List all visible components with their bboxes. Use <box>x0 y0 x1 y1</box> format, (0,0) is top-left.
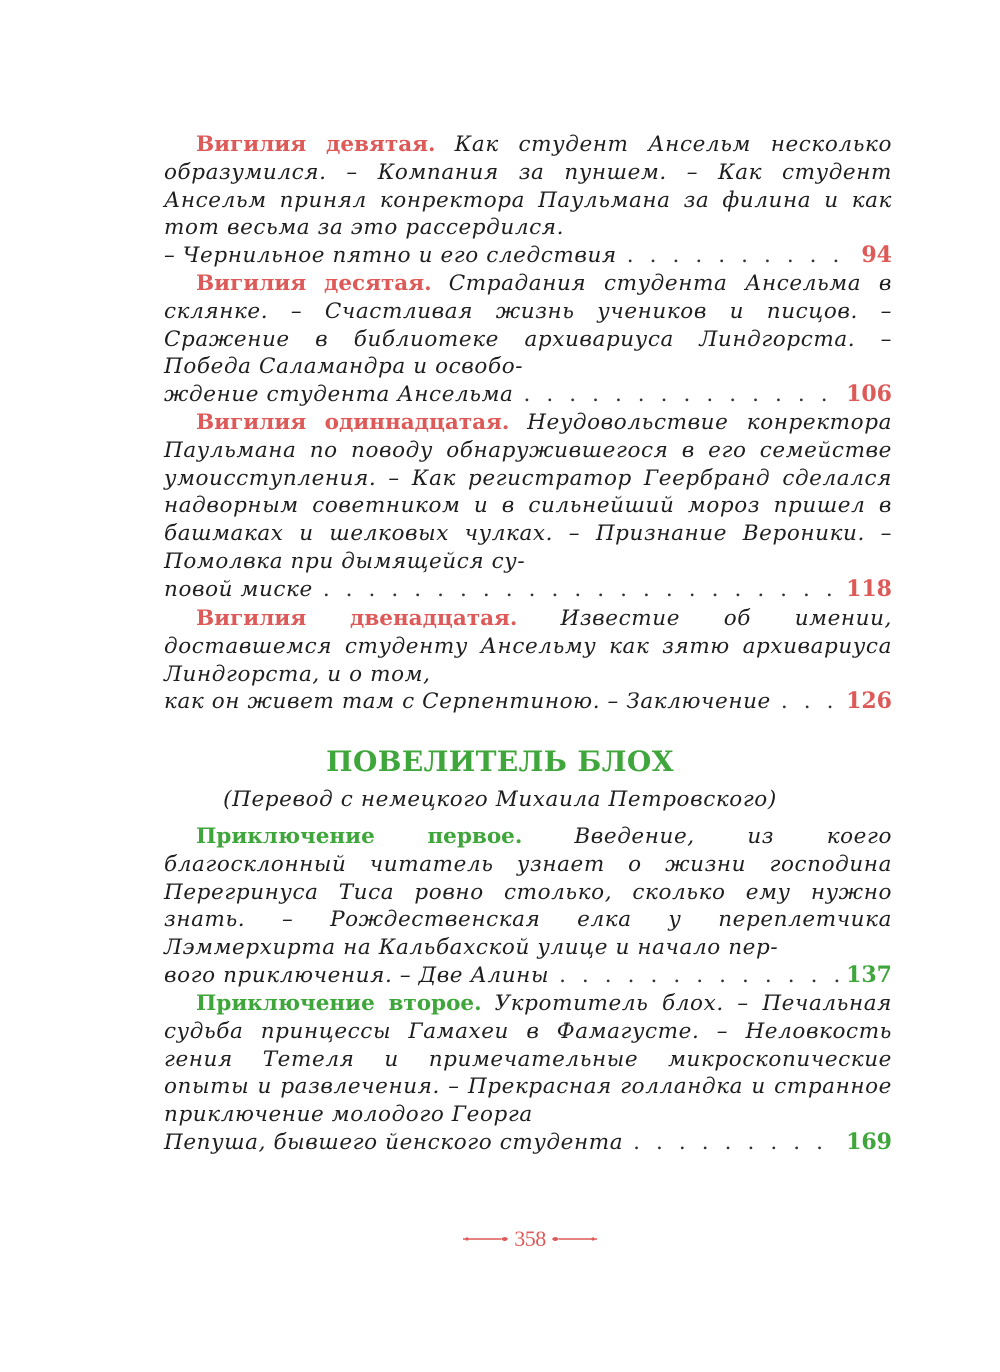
entry-page-number: 106 <box>846 381 892 408</box>
right-ornament-icon <box>551 1234 599 1244</box>
entry-description: Укротитель блох. – Печальная судьба принцессы Гамахеи в Фамагусте. – Неловкость гения Тетеля и примечательные микроскопические опыты и развлечения. – Прекрасная голландка и странное приключение молодого Георга <box>164 991 892 1128</box>
section-title: ПОВЕЛИТЕЛЬ БЛОХ <box>326 745 674 778</box>
entry-leader-line <box>164 381 892 409</box>
toc-entry-vigil-12 <box>164 605 892 716</box>
entry-description: Известие об имении, доставшемся студенту Ансельму как зятю архивариуса Линдгорста, и о том, <box>164 606 892 687</box>
entry-heading: Вигилия десятая. <box>196 271 432 296</box>
dot-leader <box>627 242 856 270</box>
entry-description-end: вого приключения. – Две Алины <box>164 962 550 988</box>
toc-entry-adventure-2 <box>164 990 892 1157</box>
entry-text <box>164 823 892 962</box>
entry-page-number: 94 <box>861 242 892 269</box>
dot-leader <box>323 576 840 604</box>
entry-description-end: как он живет там с Серпентиною. – Заключение <box>164 689 771 715</box>
toc-entry-vigil-10 <box>164 270 892 409</box>
dot-leader <box>781 688 840 716</box>
entry-heading: Приключение первое. <box>196 824 523 849</box>
entry-description: Неудовольствие конректора Паульмана по поводу обнаружившегося в его семействе умоисступления. – Как регистратор Геербранд сделался надворным советником и в сильнейший мороз пришел в башмаках и шелковых чулках. – Признание Вероники. – Помолвка при дымящейся су- <box>164 410 892 574</box>
entry-page-number: 169 <box>846 1128 892 1155</box>
dot-leader <box>523 381 840 409</box>
dot-leader <box>633 1129 840 1157</box>
entry-page-number: 137 <box>846 961 892 988</box>
section-subtitle: (Перевод с немецкого Михаила Петровского) <box>223 787 777 812</box>
entry-heading: Вигилия девятая. <box>196 132 436 157</box>
entry-heading: Приключение второе. <box>196 991 482 1016</box>
entry-text <box>164 990 892 1129</box>
entry-leader-line <box>164 576 892 604</box>
entry-description: Введение, из коего благосклонный читатель узнает о жизни господина Перегринуса Тиса ровно столько, сколько ему нужно знать. – Рождественская елка у переплетчика Лэммерхирта на Кальбахской улице и начало пер- <box>164 824 893 961</box>
entry-leader-line <box>164 962 892 990</box>
entry-description-end: Пепуша, бывшего йенского студента <box>164 1129 624 1155</box>
entry-text <box>164 131 892 242</box>
entry-leader-line <box>164 688 892 716</box>
entry-description-end: ждение студента Ансельма <box>164 382 514 408</box>
entry-page-number: 126 <box>846 688 892 715</box>
entry-text <box>164 270 892 381</box>
dot-leader <box>559 962 840 990</box>
toc-entry-vigil-11 <box>164 409 892 604</box>
entry-page-number: 118 <box>846 575 892 602</box>
entry-description-end: – Чернильное пятно и его следствия <box>164 243 617 269</box>
entry-description: Как студент Ансельм несколько образумился. – Компания за пуншем. – Как студент Ансельм принял конректора Паульмана за филина и как тот весьма за это рассердился. <box>164 132 892 241</box>
entry-description-end: повой миске <box>164 576 313 602</box>
toc-entry-adventure-1 <box>164 823 892 990</box>
entry-leader-line <box>164 1129 892 1157</box>
entry-heading: Вигилия одиннадцатая. <box>196 410 510 435</box>
entry-text <box>164 605 892 688</box>
entry-heading: Вигилия двенадцатая. <box>196 606 518 631</box>
entry-leader-line <box>164 242 892 270</box>
toc-entry-vigil-9 <box>164 131 892 270</box>
left-ornament-icon <box>461 1234 509 1244</box>
page-number: 358 <box>514 1226 546 1251</box>
entry-text <box>164 409 892 576</box>
entry-description: Страдания студента Ансельма в склянке. – Счастливая жизнь учеников и писцов. – Сражение в библиотеке архивариуса Линдгорста. – Победа Саламандра и освобо- <box>164 271 892 380</box>
page-folio <box>460 1226 600 1252</box>
